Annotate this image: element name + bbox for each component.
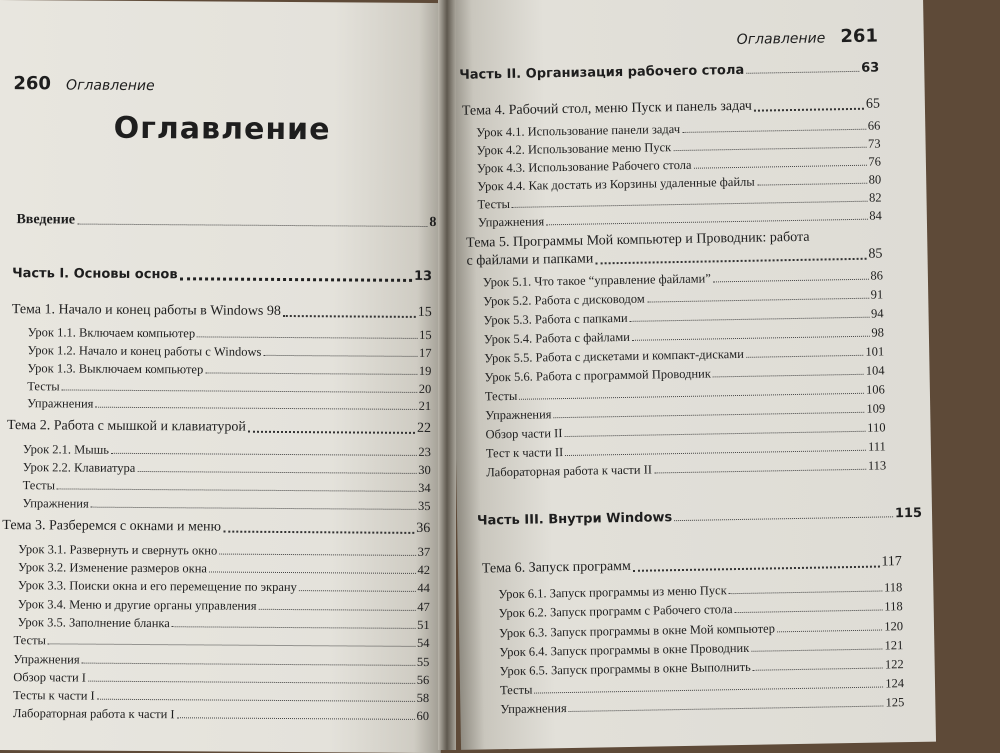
toc-lesson: Лабораторная работа к части I 60 xyxy=(12,706,430,724)
toc-lesson: Упражнения 21 xyxy=(27,396,432,414)
toc-lesson: Урок 5.4. Работа с файлами 98 xyxy=(483,325,884,347)
toc-part-heading: Часть II. Организация рабочего стола 63 xyxy=(459,60,880,83)
right-page xyxy=(448,0,936,750)
toc-lesson: Урок 4.2. Использование меню Пуск 73 xyxy=(476,136,881,158)
toc-part-heading: Часть I. Основы основ 13 xyxy=(12,266,433,285)
toc-lesson: Урок 1.2. Начало и конец работы с Windows 17 xyxy=(27,343,432,361)
left-page xyxy=(0,0,446,753)
toc-lesson: Урок 1.3. Выключаем компьютер 19 xyxy=(27,361,432,379)
toc-lesson: Лабораторная работа к части II 113 xyxy=(486,458,887,480)
toc-lesson: Урок 3.5. Заполнение бланка 51 xyxy=(17,615,430,633)
toc-lesson: Тест к части II 111 xyxy=(485,439,886,461)
toc-topic-continued: с файлами и папками 85 xyxy=(466,246,883,269)
toc-lesson: Урок 6.1. Запуск программы из меню Пуск 118 xyxy=(498,580,903,602)
page-title: Оглавление xyxy=(113,110,331,148)
running-title: Оглавление xyxy=(736,30,826,48)
toc-lesson: Тесты к части I 58 xyxy=(13,688,430,706)
toc-topic: Тема 1. Начало и конец работы в Windows 98 15 xyxy=(11,302,432,321)
toc-lesson: Урок 3.3. Поиски окна и его перемещение по экрану 44 xyxy=(17,578,430,596)
toc-topic: Тема 4. Рабочий стол, меню Пуск и панель задач 65 xyxy=(461,96,881,119)
toc-lesson: Тесты 82 xyxy=(477,190,882,212)
toc-part-heading: Часть III. Внутри Windows 115 xyxy=(476,505,923,529)
toc-lesson: Урок 5.3. Работа с папками 94 xyxy=(483,306,884,328)
toc-lesson: Урок 6.2. Запуск программ с Рабочего стола 118 xyxy=(498,599,903,621)
book-spine xyxy=(438,0,456,750)
toc-lesson: Урок 3.2. Изменение размеров окна 42 xyxy=(17,560,431,578)
toc-lesson: Обзор части I 56 xyxy=(13,670,430,688)
toc-lesson: Урок 6.5. Запуск программы в окне Выполнить 122 xyxy=(499,657,904,679)
toc-topic: Тема 2. Работа с мышкой и клавиатурой 22 xyxy=(6,418,432,437)
toc-lesson: Тесты 106 xyxy=(484,382,885,404)
toc-lesson: Урок 5.2. Работа с дисководом 91 xyxy=(483,287,884,309)
toc-lesson: Тесты 20 xyxy=(27,379,432,397)
toc-lesson: Урок 3.4. Меню и другие органы управления 47 xyxy=(17,597,430,615)
running-header-left xyxy=(13,73,154,95)
toc-entry: Введение 8 xyxy=(16,212,437,231)
toc-lesson: Упражнения 109 xyxy=(485,401,886,423)
toc-lesson: Урок 4.1. Использование панели задач 66 xyxy=(476,118,881,140)
toc-lesson: Урок 5.6. Работа с программой Проводник 104 xyxy=(484,363,885,385)
toc-lesson: Обзор части II 110 xyxy=(485,420,886,442)
toc-lesson: Урок 1.1. Включаем компьютер 15 xyxy=(27,325,432,343)
toc-lesson: Упражнения 125 xyxy=(500,695,905,717)
toc-topic: Тема 5. Программы Мой компьютер и Проводник: работа xyxy=(466,229,810,251)
toc-lesson: Урок 5.1. Что такое “управление файлами” 86 xyxy=(482,268,883,290)
toc-lesson: Урок 2.1. Мышь 23 xyxy=(22,442,431,460)
toc-lesson: Упражнения 84 xyxy=(477,208,882,230)
toc-topic: Тема 6. Запуск программ 117 xyxy=(481,554,903,577)
toc-topic: Тема 3. Разберемся с окнами и меню 36 xyxy=(2,518,431,537)
toc-lesson: Урок 6.3. Запуск программы в окне Мой компьютер 120 xyxy=(498,619,904,641)
toc-lesson: Урок 5.5. Работа с дискетами и компакт-дисками 101 xyxy=(484,344,885,366)
toc-lesson: Урок 2.2. Клавиатура 30 xyxy=(22,460,431,478)
toc-lesson: Тесты 54 xyxy=(13,633,430,651)
toc-lesson: Упражнения 35 xyxy=(22,496,431,514)
toc-lesson: Урок 4.3. Использование Рабочего стола 76 xyxy=(476,154,882,176)
toc-lesson: Тесты 124 xyxy=(499,676,905,698)
toc-lesson: Тесты 34 xyxy=(22,478,431,496)
toc-lesson: Урок 3.1. Развернуть и свернуть окно 37 xyxy=(18,542,431,560)
toc-lesson: Урок 6.4. Запуск программы в окне Проводник 121 xyxy=(499,638,904,660)
toc-lesson: Урок 4.4. Как достать из Корзины удаленные файлы 80 xyxy=(477,172,882,194)
page-number: 261 xyxy=(840,25,879,48)
running-header-right xyxy=(737,26,879,49)
page-number: 260 xyxy=(13,73,52,95)
running-title: Оглавление xyxy=(66,77,155,95)
toc-lesson: Упражнения 55 xyxy=(13,652,430,670)
